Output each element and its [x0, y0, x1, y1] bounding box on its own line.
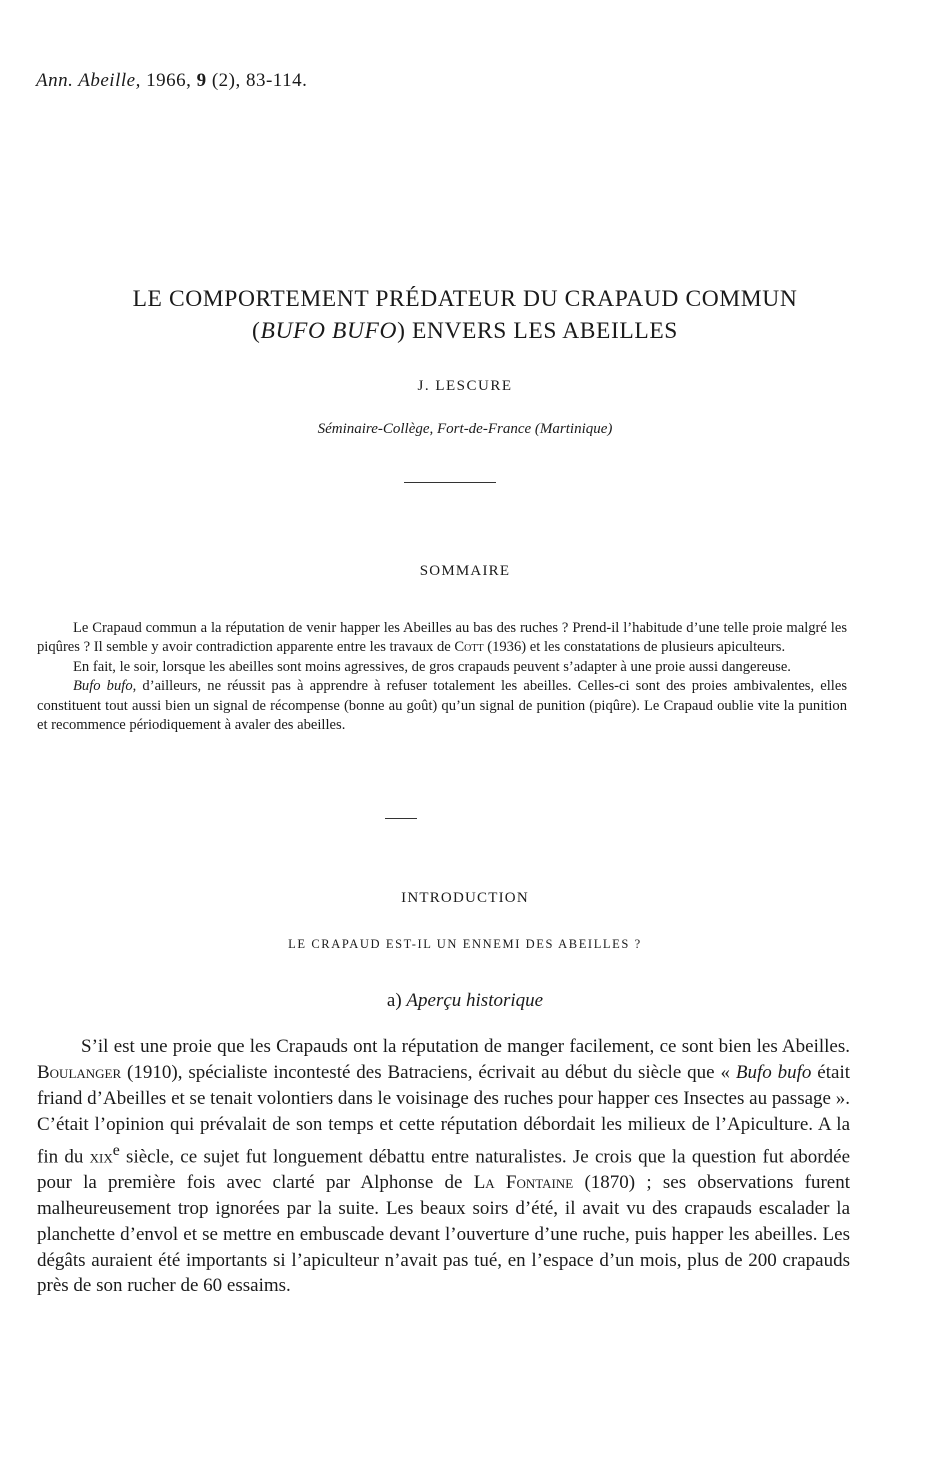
title-species: BUFO BUFO — [260, 318, 398, 344]
author-cott: Cott — [454, 639, 484, 656]
abstract-paragraph — [37, 619, 847, 658]
body-paragraph — [37, 1034, 850, 1299]
century-superscript: e — [112, 1141, 120, 1159]
citation — [36, 70, 307, 92]
species-name: Bufo bufo — [735, 1061, 812, 1083]
abstract-text: (1936) et les constatations de plusieurs apiculteurs. — [483, 639, 786, 656]
citation-issue-pages: (2), 83-114. — [206, 70, 308, 91]
body-text-run: était friand d’Abeilles et se tenait volontiers dans le voisinage des ruches pour happer ces Insectes au passage ». C’était l’opinion qui prévalait de son temps et cette réputation débordait les milieux de l’Apiculture. A la fin du — [37, 1061, 851, 1167]
separator-rule — [404, 482, 496, 483]
article-title-line-1: LE COMPORTEMENT PRÉDATEUR DU CRAPAUD COMMUN — [132, 286, 798, 312]
journal-name: Ann. Abeille, — [36, 70, 141, 91]
title-paren-open: ( — [252, 318, 261, 344]
century-numeral: xix — [89, 1145, 113, 1167]
abstract-paragraph — [37, 677, 847, 735]
citation-year: 1966, — [140, 70, 197, 91]
species-name: Bufo bufo — [73, 678, 133, 695]
separator-rule — [385, 818, 417, 819]
subsection-heading — [0, 990, 930, 1012]
author-boulanger: Boulanger — [37, 1061, 122, 1083]
title-rest: ) ENVERS LES ABEILLES — [397, 318, 678, 344]
body-text-run: siècle, ce sujet fut longuement débattu entre naturalistes. Je crois que la question fut abordée pour la première fois avec clarté par Alphonse de — [37, 1145, 850, 1193]
body-text-run: S’il est une proie que les Crapauds ont la réputation de manger facilement, ce sont bien les Abeilles. — [81, 1036, 850, 1057]
introduction-heading: INTRODUCTION — [401, 890, 529, 906]
citation-volume: 9 — [196, 70, 207, 91]
body-text — [37, 1034, 850, 1299]
author: J. LESCURE — [417, 378, 513, 394]
abstract-text: Le Crapaud commun a la réputation de venir happer les Abeilles au bas des ruches ? Prend-il l’habitude d’une telle proie malgré les piqûres ? Il semble y avoir contradiction apparente entre les travaux de — [37, 620, 847, 656]
sommaire-heading: SOMMAIRE — [419, 563, 511, 579]
section-question: LE CRAPAUD EST-IL UN ENNEMI DES ABEILLES ? — [288, 937, 642, 951]
affiliation: Séminaire-Collège, Fort-de-France (Martinique) — [317, 421, 613, 437]
abstract-text: , d’ailleurs, ne réussit pas à apprendre à refuser totalement les abeilles. Celles-ci sont des proies ambivalentes, elles constituent tout aussi bien un signal de récompense (bonne au goût) qu’un signal de punition (piqûre). Le Crapaud oublie vite la punition et recommence périodiquement à avaler des abeilles. — [37, 678, 847, 734]
body-text-run: (1870) ; ses observations furent malheureusement trop ignorées par la suite. Les beaux soirs d’été, il avait vu des crapauds escalader la planchette d’envol et se mettre en embuscade devant l’ouverture d’une ruche, puis happer les abeilles. Les dégâts auraient été importants si l’apiculteur n’avait pas tué, en l’espace d’un mois, plus de 200 crapauds près de son rucher de 60 essaims. — [37, 1171, 850, 1297]
abstract — [37, 619, 847, 735]
author-lafontaine: La Fontaine — [473, 1171, 574, 1193]
subsection-title: Aperçu historique — [406, 990, 544, 1011]
subsection-label: a) — [386, 990, 407, 1011]
body-text-run: (1910), spécialiste incontesté des Batraciens, écrivait au début du siècle que « — [121, 1061, 736, 1083]
article-title-line-2 — [20, 315, 910, 347]
abstract-paragraph: En fait, le soir, lorsque les abeilles sont moins agressives, de gros crapauds peuvent s’adapter à une proie aussi dangereuse. — [73, 658, 791, 675]
